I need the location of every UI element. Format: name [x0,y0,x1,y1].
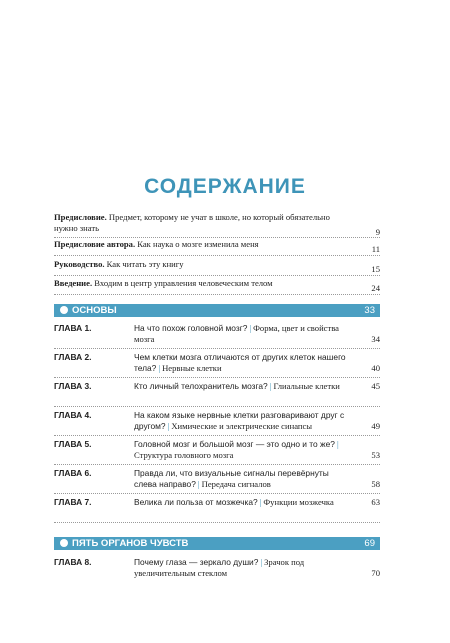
dotted-separator [54,377,380,378]
toc-chapter-entry[interactable]: ГЛАВА 8. Почему глаза — зеркало души? | Зрачок под увеличительным стеклом 70 [54,557,380,578]
chapter-question: Правда ли, что визуальные сигналы перевёрнуты слева направо? [134,468,329,489]
dotted-separator [54,435,380,436]
bullet-icon [60,539,68,547]
entry-text: Входим в центр управления человеческим телом [94,278,273,288]
chapter-label: ГЛАВА 3. [54,381,92,391]
chapter-label: ГЛАВА 7. [54,497,92,507]
chapter-question: Головной мозг и большой мозг — это одно и то же? [134,439,335,449]
chapter-topic: Функции мозжечка [263,497,334,507]
chapter-topic: Глиальные клетки [273,381,340,391]
chapter-label: ГЛАВА 2. [54,352,92,362]
page-number: 69 [364,538,375,549]
toc-front-entry[interactable] [54,239,380,256]
dotted-separator [54,464,380,465]
page-number: 15 [371,264,380,274]
chapter-topic: Зрачок под увеличительным стеклом [134,557,305,578]
entry-label: Введение. [54,278,93,288]
section-title: ОСНОВЫ [72,305,117,316]
chapter-question: Велика ли польза от мозжечка? [134,497,258,507]
section-header[interactable] [54,537,380,550]
chapter-label: ГЛАВА 6. [54,468,92,478]
chapter-label: ГЛАВА 5. [54,439,92,449]
chapter-question: Чем клетки мозга отличаются от других клеток нашего тела? [134,352,346,373]
entry-label: Руководство. [54,259,105,269]
entry-text: Как наука о мозге изменила меня [137,239,259,249]
page-number: 63 [371,497,380,507]
toc-chapter-entry[interactable]: ГЛАВА 4. На каком языке нервные клетки разговаривают друг с другом? | Химические и электрические синапсы 49 [54,410,380,431]
toc-front-entry[interactable] [54,212,380,238]
section-title: ПЯТЬ ОРГАНОВ ЧУВСТВ [72,538,189,549]
page-number: 70 [371,568,380,578]
dotted-separator [54,522,380,523]
section-header[interactable] [54,304,380,317]
page-number: 24 [371,283,380,293]
chapter-label: ГЛАВА 1. [54,323,92,333]
chapter-topic: Химические и электрические синапсы [171,421,313,431]
entry-text: Предмет, которому не учат в школе, но который обязательно нужно знать [54,212,330,233]
page-number: 53 [371,450,380,460]
entry-label: Предисловие. [54,212,107,222]
chapter-label: ГЛАВА 8. [54,557,92,567]
toc-chapter-entry[interactable]: ГЛАВА 2. Чем клетки мозга отличаются от других клеток нашего тела? | Нервные клетки 40 [54,352,380,373]
toc-chapter-entry[interactable]: ГЛАВА 5. Головной мозг и большой мозг — это одно и то же? |Структура головного мозга 53 [54,439,380,460]
page-number: 49 [371,421,380,431]
entry-label: Предисловие автора. [54,239,136,249]
entry-text: Как читать эту книгу [106,259,184,269]
toc-chapter-entry[interactable]: ГЛАВА 1. На что похож головной мозг? | Форма, цвет и свойства мозга 34 [54,323,380,344]
page-title: СОДЕРЖАНИЕ [144,175,306,198]
page-number: 11 [371,244,380,254]
chapter-topic: Структура головного мозга [134,450,234,460]
chapter-question: На что похож головной мозг? [134,323,248,333]
toc-front-entry[interactable] [54,259,380,276]
page-number: 34 [371,334,380,344]
page-number: 45 [371,381,380,391]
chapter-topic: Передача сигналов [201,479,271,489]
toc-front-entry[interactable] [54,278,380,295]
page-number: 40 [371,363,380,373]
toc-chapter-entry[interactable]: ГЛАВА 3. Кто личный телохранитель мозга? | Глиальные клетки 45 [54,381,380,391]
toc-chapter-entry[interactable]: ГЛАВА 7. Велика ли польза от мозжечка? | Функции мозжечка 63 [54,497,380,507]
chapter-topic: Форма, цвет и свойства мозга [134,323,339,344]
chapter-label: ГЛАВА 4. [54,410,92,420]
dotted-separator [54,348,380,349]
dotted-separator [54,406,380,407]
chapter-question: На каком языке нервные клетки разговаривают друг с другом? [134,410,345,431]
dotted-separator [54,493,380,494]
page-number: 33 [364,305,375,316]
page-number: 58 [371,479,380,489]
bullet-icon [60,306,68,314]
toc-chapter-entry[interactable]: ГЛАВА 6. Правда ли, что визуальные сигналы перевёрнуты слева направо? | Передача сигналов 58 [54,468,380,489]
page-number: 9 [375,226,380,237]
chapter-question: Почему глаза — зеркало души? [134,557,259,567]
chapter-question: Кто личный телохранитель мозга? [134,381,268,391]
chapter-topic: Нервные клетки [162,363,222,373]
